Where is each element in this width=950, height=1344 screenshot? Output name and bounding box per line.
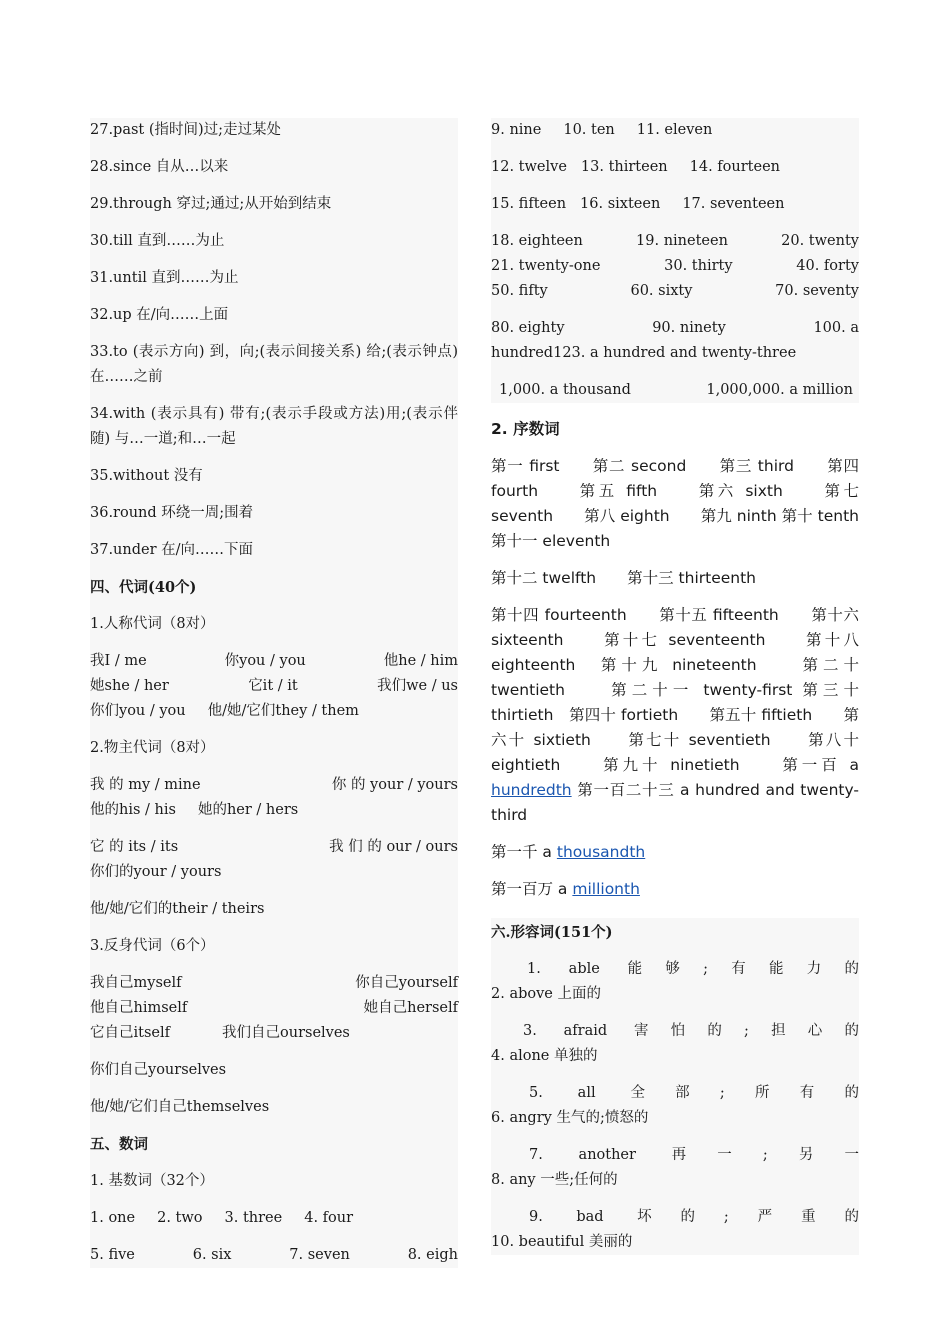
pronoun-row	[90, 649, 458, 674]
subheading-possessive: 2.物主代词（8对）	[90, 740, 215, 756]
pronoun: 他自己himself	[90, 1000, 188, 1016]
pronoun: 你们的your / yours	[90, 864, 222, 880]
number-item: 70. seventy	[775, 283, 859, 299]
number-item: 11. eleven	[636, 122, 713, 138]
number-item: 90. ninety	[652, 320, 726, 336]
prep-item: 33.to (表示方向) 到，向;(表示间接关系) 给;(表示钟点) 在……之前	[90, 344, 458, 385]
millionth-link[interactable]: millionth	[572, 880, 640, 898]
number-item: 1. one	[90, 1210, 136, 1226]
left-column	[90, 118, 458, 1268]
number-item: 8. eigh	[407, 1247, 458, 1263]
number-item: 17. seventeen	[682, 196, 785, 212]
ordinal-paragraph: 第一 first 第二 second 第三 third 第四 fourth 第五 fifth 第六 sixth 第七 seventh 第八 eighth 第九 ninth 第十 tenth 第十一 eleventh	[491, 457, 906, 550]
pronoun-line: 他/她/它们的their / theirs	[90, 901, 265, 917]
ordinal-text: 第一百万 a	[491, 880, 568, 898]
number-block	[491, 316, 859, 366]
prep-item: 34.with (表示具有) 带有;(表示手段或方法)用;(表示伴随) 与…一道;和…一起	[90, 406, 458, 447]
number-item: 20. twenty	[781, 233, 859, 249]
number-row	[491, 316, 859, 341]
number-item: 12. twelve	[491, 159, 567, 175]
pronoun: 我们自己ourselves	[222, 1025, 350, 1041]
adjective-entry	[491, 957, 859, 1007]
pronoun-row	[90, 773, 458, 798]
subheading-cardinal: 1. 基数词（32个）	[90, 1173, 214, 1189]
prep-item: 37.under 在/向……下面	[90, 542, 254, 558]
pronoun-row	[90, 699, 458, 724]
pronoun-row	[90, 674, 458, 699]
number-item: 18. eighteen	[491, 233, 583, 249]
pronoun: 它 的 its / its	[90, 839, 179, 855]
subheading-ordinal: 2. 序数词	[491, 420, 560, 438]
number-row	[491, 279, 859, 304]
pronoun-row	[90, 996, 458, 1021]
pronoun: 我们we / us	[377, 678, 458, 694]
prep-item: 32.up 在/向……上面	[90, 307, 229, 323]
prep-item: 36.round 环绕一周;围着	[90, 505, 254, 521]
number-item: 14. fourteen	[689, 159, 781, 175]
reflexive-pronouns	[90, 971, 458, 1046]
ordinal-paragraph	[491, 877, 859, 902]
adjective-block	[491, 918, 859, 1255]
number-item: 80. eighty	[491, 320, 565, 336]
hundredth-link[interactable]: hundredth	[491, 781, 572, 799]
number-item: 6. six	[192, 1247, 232, 1263]
number-item: 21. twenty-one	[491, 258, 601, 274]
prep-item: 31.until 直到……为止	[90, 270, 239, 286]
ordinal-text: 第十四 fourteenth 第十五 fifteenth 第十六 sixteenth 第十七 seventeenth 第十八 eighteenth 第十九 nineteenth 第二十 twentieth 第二十一 twenty-first 第三十 thirtieth 第四十 fortieth 第五十 fiftieth 第六十 sixtieth 第七十 seventieth 第八十 eightieth 第九十 ninetieth 第一百 a	[491, 606, 859, 774]
number-item: 19. nineteen	[636, 233, 728, 249]
number-item: 1,000,000. a million	[706, 382, 853, 398]
number-item: 30. thirty	[664, 258, 733, 274]
adjective-line: 1. able 能够;有能力的	[527, 961, 859, 977]
number-item: 9. nine	[491, 122, 542, 138]
prep-item: 27.past (指时间)过;走过某处	[90, 122, 282, 138]
number-row	[491, 192, 859, 217]
ordinal-text: 第一千 a	[491, 843, 552, 861]
pronoun: 她的her / hers	[197, 802, 299, 818]
pronoun: 她she / her	[90, 678, 169, 694]
subheading-reflexive: 3.反身代词（6个）	[90, 938, 215, 954]
pronoun-row	[90, 835, 458, 860]
number-item: 40. forty	[796, 258, 859, 274]
adjective-entry	[491, 1019, 859, 1069]
adjective-entry	[491, 1081, 859, 1131]
number-item: 3. three	[224, 1210, 283, 1226]
number-item: 10. ten	[563, 122, 615, 138]
number-item: 13. thirteen	[580, 159, 668, 175]
pronoun: 我I / me	[90, 653, 147, 669]
section-heading-pronouns: 四、代词(40个)	[90, 579, 197, 596]
number-row	[491, 155, 859, 180]
pronoun-line: 他/她/它们自己themselves	[90, 1099, 270, 1115]
pronoun: 他he / him	[383, 653, 458, 669]
pronoun-row	[90, 860, 458, 885]
number-item: 2. two	[157, 1210, 203, 1226]
possessive-pronouns	[90, 773, 458, 823]
number-row	[90, 1243, 458, 1268]
number-row	[90, 1206, 458, 1231]
pronoun: 你自己yourself	[355, 975, 458, 991]
pronoun: 你 的 your / yours	[331, 777, 458, 793]
prep-item: 35.without 没有	[90, 468, 203, 484]
pronoun: 它it / it	[248, 678, 298, 694]
adjective-line: 10. beautiful 美丽的	[491, 1234, 633, 1250]
pronoun: 我自己myself	[90, 975, 182, 991]
cardinal-numbers-block	[491, 118, 859, 403]
number-line: hundred123. a hundred and twenty-three	[491, 345, 797, 361]
adjective-line: 5. all 全部;所有的	[529, 1085, 859, 1101]
adjective-line: 8. any 一些;任何的	[491, 1172, 618, 1188]
number-row	[491, 118, 859, 143]
adjective-entry	[491, 1143, 859, 1193]
ordinal-paragraph: 第十二 twelfth 第十三 thirteenth	[491, 569, 756, 587]
number-item: 15. fifteen	[491, 196, 567, 212]
section-heading-adjectives: 六.形容词(151个)	[491, 924, 613, 941]
adjective-line: 7. another 再一;另一	[529, 1147, 859, 1163]
personal-pronouns	[90, 649, 458, 724]
number-item: 5. five	[90, 1247, 135, 1263]
pronoun: 他/她/它们they / them	[207, 703, 359, 719]
possessive-pronouns-2	[90, 835, 458, 885]
pronoun-line: 你们自己yourselves	[90, 1062, 227, 1078]
number-block	[491, 229, 859, 304]
number-item: 1,000. a thousand	[499, 382, 631, 398]
number-item: 100. a	[813, 320, 859, 336]
number-row	[491, 229, 859, 254]
section-heading-numerals: 五、数词	[90, 1136, 148, 1153]
adjective-line: 9. bad 坏的;严重的	[529, 1209, 859, 1225]
subheading-personal: 1.人称代词（8对）	[90, 616, 215, 632]
pronoun: 你you / you	[224, 653, 306, 669]
number-item: 50. fifty	[491, 283, 548, 299]
pronoun: 你们you / you	[90, 703, 186, 719]
ordinal-text: 第一百二十三 a hundred and twenty-third	[491, 781, 859, 824]
pronoun: 我 们 的 our / ours	[329, 839, 458, 855]
adjective-line: 4. alone 单独的	[491, 1048, 598, 1064]
right-column	[491, 118, 906, 1255]
pronoun: 他的his / his	[90, 802, 176, 818]
prep-item: 28.since 自从…以来	[90, 159, 229, 175]
adjective-line: 6. angry 生气的;愤怒的	[491, 1110, 649, 1126]
number-item: 60. sixty	[630, 283, 693, 299]
number-row	[491, 378, 859, 403]
adjective-line: 2. above 上面的	[491, 986, 601, 1002]
prep-item: 30.till 直到……为止	[90, 233, 225, 249]
pronoun-row	[90, 1021, 458, 1046]
pronoun: 它自己itself	[90, 1025, 170, 1041]
adjective-line: 3. afraid 害怕的;担心的	[523, 1023, 859, 1039]
pronoun-row	[90, 971, 458, 996]
number-item: 4. four	[304, 1210, 354, 1226]
ordinal-paragraph	[491, 840, 859, 865]
pronoun: 我 的 my / mine	[90, 777, 201, 793]
pronoun-row	[90, 798, 458, 823]
number-item: 16. sixteen	[580, 196, 661, 212]
prep-item: 29.through 穿过;通过;从开始到结束	[90, 196, 332, 212]
ordinal-paragraph	[491, 603, 859, 828]
thousandth-link[interactable]: thousandth	[556, 843, 646, 861]
number-row	[491, 254, 859, 279]
adjective-entry	[491, 1205, 859, 1255]
number-item: 7. seven	[289, 1247, 350, 1263]
pronoun: 她自己herself	[363, 1000, 458, 1016]
